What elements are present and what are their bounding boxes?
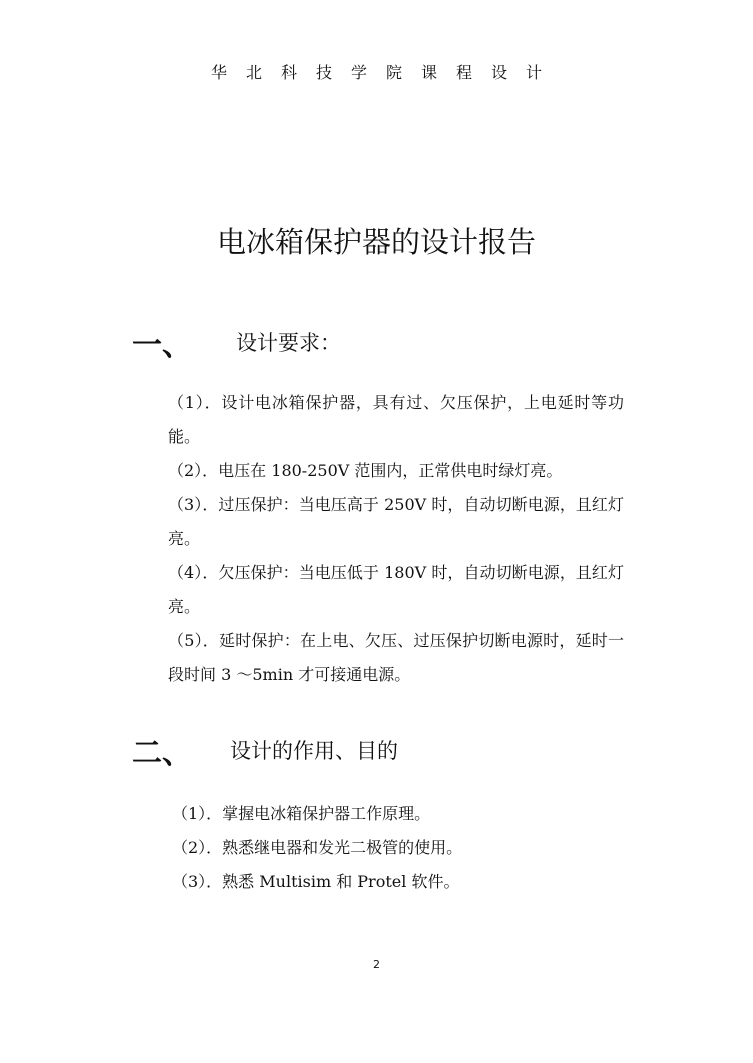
purpose-list bbox=[172, 797, 624, 899]
document-title: 电冰箱保护器的设计报告 bbox=[216, 225, 536, 259]
section-heading-purpose bbox=[132, 730, 398, 770]
list-item: （4）．欠压保护：当电压低于 180V 时，自动切断电源，且红灯亮。 bbox=[168, 563, 624, 616]
page-header: 华北科技学院课程设计 bbox=[210, 63, 561, 82]
list-item: （1）．掌握电冰箱保护器工作原理。 bbox=[172, 804, 431, 823]
page-number: 2 bbox=[373, 958, 380, 971]
section-number: 二、 bbox=[132, 736, 192, 771]
section-title: 设计要求： bbox=[236, 331, 341, 355]
list-item: （3）．熟悉 Multisim 和 Protel 软件。 bbox=[172, 872, 460, 891]
section-title: 设计的作用、目的 bbox=[230, 739, 398, 763]
list-item: （2）．熟悉继电器和发光二极管的使用。 bbox=[172, 838, 463, 857]
section-heading-requirements bbox=[132, 322, 341, 362]
list-item: （1）．设计电冰箱保护器，具有过、欠压保护，上电延时等功能。 bbox=[168, 393, 624, 446]
section-number: 一、 bbox=[132, 328, 192, 363]
list-item: （3）．过压保护：当电压高于 250V 时，自动切断电源，且红灯亮。 bbox=[168, 495, 624, 548]
list-item: （5）．延时保护：在上电、欠压、过压保护切断电源时，延时一段时间 3 ～5min 才可接通电源。 bbox=[168, 631, 624, 684]
list-item: （2）．电压在 180-250V 范围内，正常供电时绿灯亮。 bbox=[168, 461, 563, 480]
requirements-list bbox=[168, 386, 624, 692]
